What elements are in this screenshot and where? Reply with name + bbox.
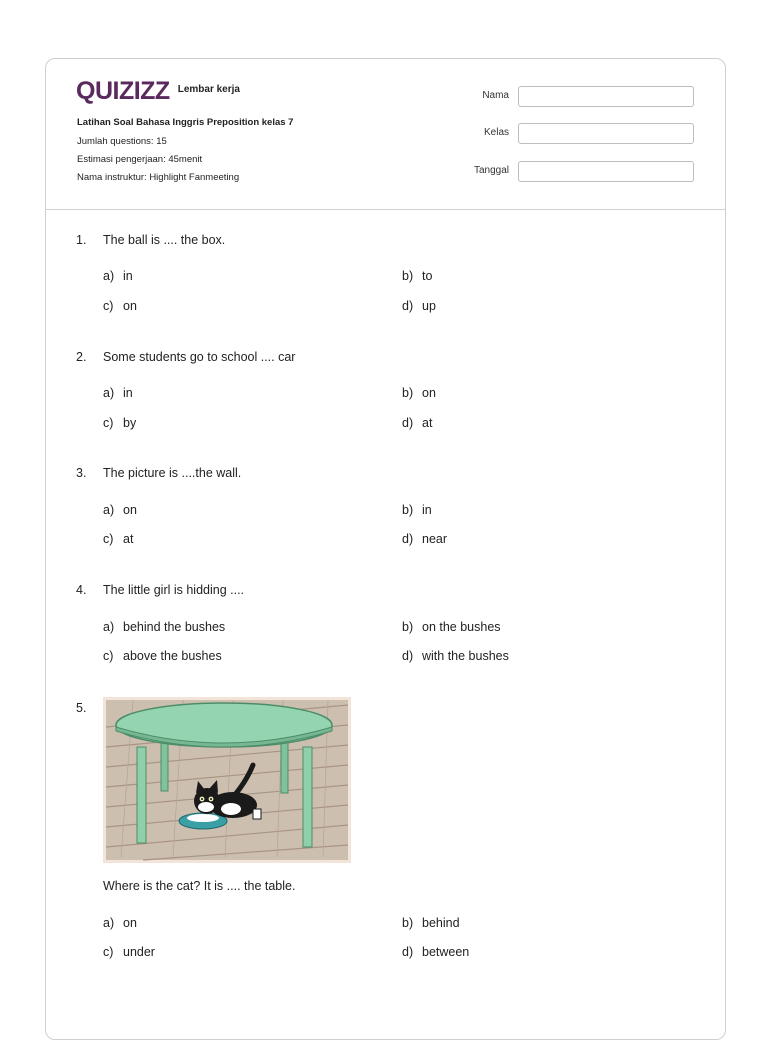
option-text: on the bushes (422, 620, 501, 634)
worksheet-subtitle: Lembar kerja (177, 84, 240, 95)
name-field[interactable] (518, 86, 694, 107)
option-letter: a) (103, 386, 115, 400)
option-letter: c) (103, 532, 114, 546)
option-d[interactable] (402, 945, 469, 959)
option-c[interactable] (103, 416, 136, 430)
option-text: behind (422, 916, 460, 930)
question-number: 4. (76, 583, 87, 597)
option-text: on (123, 299, 137, 313)
option-c[interactable] (103, 532, 133, 546)
date-field[interactable] (518, 161, 694, 182)
option-c[interactable] (103, 299, 137, 313)
option-letter: a) (103, 503, 115, 517)
option-letter: d) (402, 532, 414, 546)
option-b[interactable] (402, 503, 432, 517)
option-d[interactable] (402, 649, 509, 663)
option-b[interactable] (402, 269, 432, 283)
option-b[interactable] (402, 916, 460, 930)
option-d[interactable] (402, 532, 447, 546)
question-text: The picture is ....the wall. (103, 466, 242, 480)
option-letter: c) (103, 649, 114, 663)
option-letter: d) (402, 416, 414, 430)
option-a[interactable] (103, 269, 133, 283)
option-text: on (422, 386, 436, 400)
option-text: behind the bushes (123, 620, 226, 634)
question-number: 2. (76, 350, 87, 364)
option-text: near (422, 532, 448, 546)
worksheet (45, 58, 726, 1040)
option-b[interactable] (402, 386, 436, 400)
question-number: 5. (76, 701, 87, 715)
option-c[interactable] (103, 945, 155, 959)
logo-text: QUIZIZZ (76, 77, 170, 105)
option-text: up (422, 299, 436, 313)
option-text: at (422, 416, 433, 430)
option-letter: b) (402, 916, 414, 930)
option-text: to (422, 269, 433, 283)
option-text: in (123, 386, 133, 400)
option-letter: c) (103, 945, 114, 959)
question-text: Some students go to school .... car (103, 350, 296, 364)
instructor-name: Nama instruktur: Highlight Fanmeeting (77, 172, 240, 183)
option-text: in (123, 269, 133, 283)
questions-count: Jumlah questions: 15 (77, 136, 167, 147)
option-d[interactable] (402, 416, 432, 430)
option-text: on (123, 503, 137, 517)
option-text: between (422, 945, 470, 959)
class-field[interactable] (518, 123, 694, 144)
option-a[interactable] (103, 916, 137, 930)
worksheet-header (46, 59, 725, 210)
question-text: The little girl is hidding .... (103, 583, 245, 597)
option-text: under (123, 945, 155, 959)
question-text: The ball is .... the box. (103, 233, 226, 247)
option-text: on (123, 916, 137, 930)
option-d[interactable] (402, 299, 436, 313)
quiz-title: Latihan Soal Bahasa Inggris Preposition kelas 7 (77, 117, 294, 128)
option-letter: b) (402, 269, 414, 283)
option-b[interactable] (402, 620, 501, 634)
quizizz-logo (76, 79, 240, 104)
date-label: Tanggal (473, 165, 509, 176)
option-text: with the bushes (422, 649, 509, 663)
name-label: Nama (482, 90, 509, 101)
option-text: in (422, 503, 432, 517)
option-letter: d) (402, 299, 414, 313)
option-a[interactable] (103, 386, 133, 400)
question-text: Where is the cat? It is .... the table. (103, 879, 296, 893)
class-label: Kelas (483, 127, 509, 138)
option-letter: a) (103, 916, 115, 930)
option-text: at (123, 532, 134, 546)
option-letter: b) (402, 503, 414, 517)
option-letter: d) (402, 649, 414, 663)
option-letter: b) (402, 386, 414, 400)
cat-under-table-image (103, 697, 351, 863)
question-number: 3. (76, 466, 87, 480)
option-letter: b) (402, 620, 414, 634)
option-text: above the bushes (123, 649, 222, 663)
option-letter: c) (103, 416, 114, 430)
option-letter: d) (402, 945, 414, 959)
option-letter: c) (103, 299, 114, 313)
option-letter: a) (103, 269, 115, 283)
option-text: by (123, 416, 137, 430)
option-a[interactable] (103, 503, 137, 517)
time-estimate: Estimasi pengerjaan: 45menit (77, 154, 203, 165)
question-number: 1. (76, 233, 87, 247)
option-a[interactable] (103, 620, 225, 634)
option-c[interactable] (103, 649, 222, 663)
option-letter: a) (103, 620, 115, 634)
